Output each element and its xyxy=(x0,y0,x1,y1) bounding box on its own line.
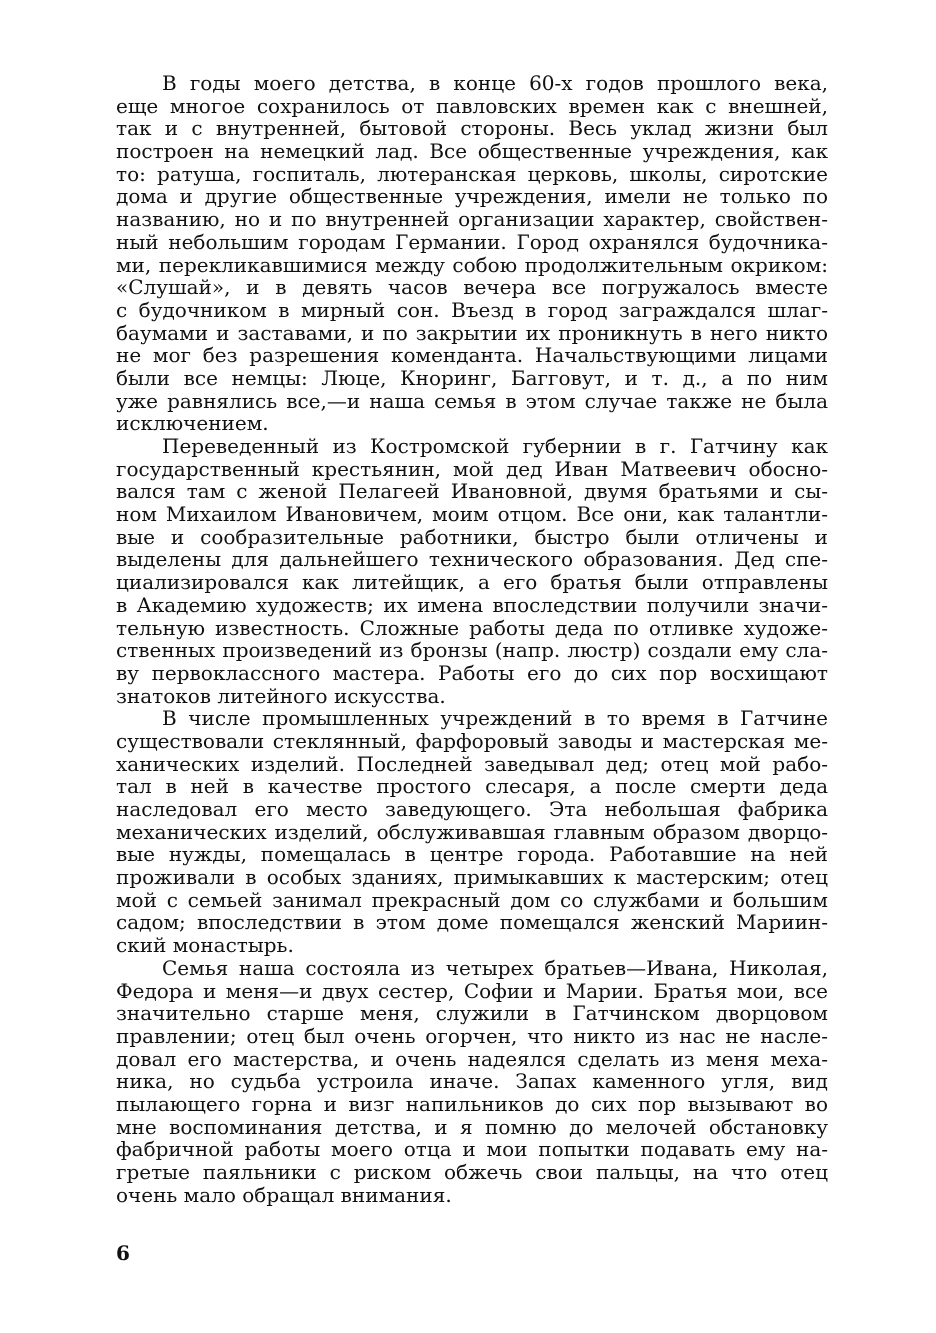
text-line: В годы моего детства, в конце 60-х годов прошлого века, xyxy=(162,71,828,95)
text-line: довал его мастерства, и очень надеялся сделать из меня меха- xyxy=(116,1046,828,1071)
text-line: циализировался как литейщик, а его братья были отправлены xyxy=(116,570,828,595)
page-number: 6 xyxy=(116,1241,130,1265)
text-line: названию, но и по внутренней организации характер, свойствен- xyxy=(116,207,828,232)
text-line: баумами и заставами, и по закрытии их проникнуть в него никто xyxy=(116,320,828,345)
text-line: тал в ней в качестве простого слесаря, а после смерти деда xyxy=(116,774,828,799)
text-line: ский монастырь. xyxy=(116,933,294,958)
text-line: ный небольшим городам Германии. Город охранялся будочника- xyxy=(116,229,828,254)
text-line: вые нужды, помещалась в центре города. Работавшие на ней xyxy=(116,842,828,867)
text-line: исключением. xyxy=(116,411,269,436)
text-line: «Слушай», и в девять часов вечера все погружалось вместе xyxy=(116,275,828,300)
text-line: садом; впоследствии в этом доме помещался женский Мариин- xyxy=(116,910,828,935)
text-line: пылающего горна и визг напильников до сих пор вызывают во xyxy=(116,1091,828,1116)
text-line: дома и другие общественные учреждения, имели не только по xyxy=(116,184,828,209)
text-line: мне воспоминания детства, и я помню до мелочей обстановку xyxy=(116,1114,828,1139)
text-line: государственный крестьянин, мой дед Иван Матвеевич обосно- xyxy=(116,456,828,481)
text-line: ственных произведений из бронзы (напр. люстр) создали ему сла- xyxy=(116,638,828,663)
text-line: ву первоклассного мастера. Работы его до сих пор восхищают xyxy=(116,660,828,685)
text-line: ном Михаилом Ивановичем, моим отцом. Все они, как талантли- xyxy=(116,502,828,527)
text-line: вые и сообразительные работники, быстро были отличены и xyxy=(116,524,828,549)
text-line: ника, но судьба устроила иначе. Запах каменного угля, вид xyxy=(116,1069,828,1094)
text-line: еще многое сохранилось от павловских времен как с внешней, xyxy=(116,93,828,118)
text-line: Переведенный из Костромской губернии в г. Гатчину как xyxy=(162,434,828,458)
text-line: так и с внутренней, бытовой стороны. Весь уклад жизни был xyxy=(116,116,828,141)
text-line: механических изделий, обслуживавшая главным образом дворцо- xyxy=(116,819,828,844)
text-line: Семья наша состояла из четырех братьев—Ивана, Николая, xyxy=(162,955,828,980)
text-line: с будочником в мирный сон. Въезд в город заграждался шлаг- xyxy=(116,297,828,322)
text-line: фабричной работы моего отца и мои попытки подавать ему на- xyxy=(116,1137,828,1162)
text-line: правлении; отец был очень огорчен, что никто из нас не насле- xyxy=(116,1023,828,1048)
text-line: то: ратуша, госпиталь, лютеранская церковь, школы, сиротские xyxy=(116,161,828,186)
text-line: вался там с женой Пелагеей Ивановной, двумя братьями и сы- xyxy=(116,479,828,504)
text-line: наследовал его место заведующего. Эта небольшая фабрика xyxy=(116,797,828,821)
text-line: знатоков литейного искусства. xyxy=(116,683,446,708)
text-line: в Академию художеств; их имена впоследствии получили значи- xyxy=(116,592,828,617)
text-line: не мог без разрешения коменданта. Начальствующими лицами xyxy=(116,343,828,368)
text-line: ханических изделий. Последней заведывал дед; отец мой рабо- xyxy=(116,751,828,776)
text-line: Федора и меня—и двух сестер, Софии и Марии. Братья мои, все xyxy=(116,978,828,1003)
text-line: проживали в особых зданиях, примыкавших к мастерским; отец xyxy=(116,865,828,890)
text-line: выделены для дальнейшего технического образования. Дед спе- xyxy=(116,547,828,572)
main-text xyxy=(116,72,828,1206)
text-line: уже равнялись все,—и наша семья в этом случае также не была xyxy=(116,388,828,413)
text-line: ми, перекликавшимися между собою продолжительным окриком: xyxy=(116,252,828,277)
text-line: построен на немецкий лад. Все общественные учреждения, как xyxy=(116,139,828,164)
text-line: тельную известность. Сложные работы деда по отливке художе- xyxy=(116,615,828,640)
text-line: значительно старше меня, служили в Гатчинском дворцовом xyxy=(116,1001,828,1026)
text-line: были все немцы: Люце, Кноринг, Багговут, и т. д., а по ним xyxy=(116,365,828,390)
text-line: гретые паяльники с риском обжечь свои пальцы, на что отец xyxy=(116,1160,828,1184)
text-line: очень мало обращал внимания. xyxy=(116,1182,452,1207)
text-line: В числе промышленных учреждений в то время в Гатчине xyxy=(162,706,828,731)
text-line: существовали стеклянный, фарфоровый заводы и мастерская ме- xyxy=(116,728,828,753)
text-line: мой с семьей занимал прекрасный дом со службами и большим xyxy=(116,887,828,912)
